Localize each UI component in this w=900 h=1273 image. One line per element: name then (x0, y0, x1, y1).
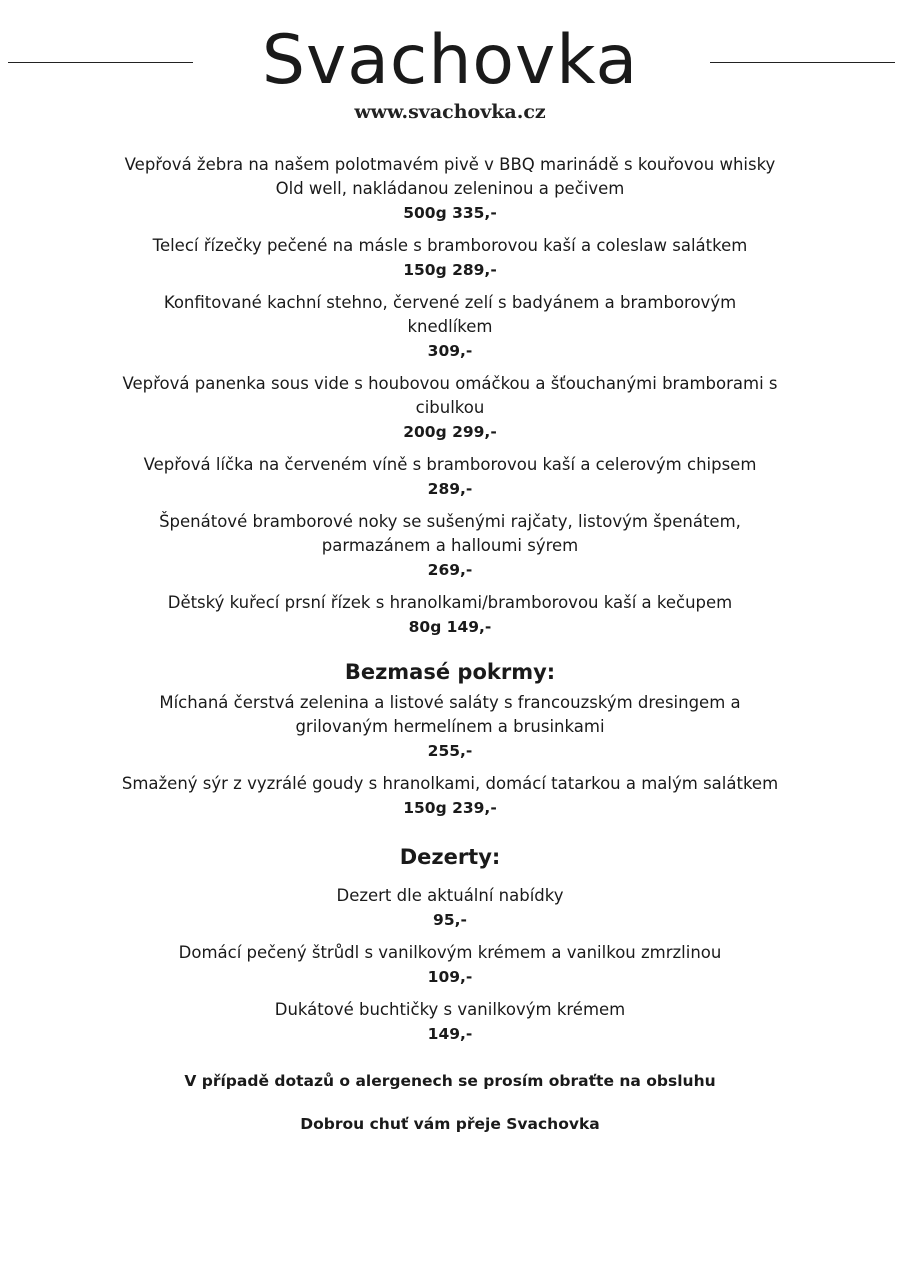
menu-content (0, 153, 900, 1135)
item-description: Vepřová panenka sous vide s houbovou omáčkou a šťouchanými bramborami s cibulkou (122, 374, 778, 417)
item-description: Vepřová líčka na červeném víně s bramborovou kaší a celerovým chipsem (143, 455, 757, 474)
menu-item (0, 591, 900, 639)
item-price: 80g 149,- (408, 618, 492, 636)
section-title-meatless: Bezmasé pokrmy: (344, 660, 556, 684)
item-description: Dezert dle aktuální nabídky (336, 886, 564, 905)
item-description: Dukátové buchtičky s vanilkovým krémem (274, 1000, 626, 1019)
item-price: 109,- (427, 968, 473, 986)
item-description: Smažený sýr z vyzrálé goudy s hranolkami, domácí tatarkou a malým salátkem (121, 774, 779, 793)
menu-item (0, 291, 900, 363)
allergen-note: V případě dotazů o alergenech se prosím obraťte na obsluhu (184, 1072, 716, 1090)
menu-item (0, 234, 900, 282)
item-description: Špenátové bramborové noky se sušenými rajčaty, listovým špenátem, parmazánem a halloumi sýrem (159, 512, 741, 555)
menu-item (0, 772, 900, 820)
item-price: 149,- (427, 1025, 473, 1043)
item-description: Vepřová žebra na našem polotmavém pivě v BBQ marinádě s kouřovou whisky Old well, nakládanou zeleninou a pečivem (124, 155, 776, 198)
item-price: 500g 335,- (403, 204, 497, 222)
menu-item (0, 884, 900, 932)
item-price: 95,- (433, 911, 467, 929)
item-price: 200g 299,- (403, 423, 497, 441)
item-description: Telecí řízečky pečené na másle s bramborovou kaší a coleslaw salátkem (152, 236, 748, 255)
item-description: Domácí pečený štrůdl s vanilkovým krémem a vanilkou zmrzlinou (178, 943, 722, 962)
item-price: 255,- (427, 742, 473, 760)
item-description: Míchaná čerstvá zelenina a listové saláty s francouzským dresingem a grilovaným hermelínem a brusinkami (159, 693, 741, 736)
menu-item (0, 998, 900, 1046)
item-price: 150g 289,- (403, 261, 497, 279)
item-price: 150g 239,- (403, 799, 497, 817)
section-title-desserts: Dezerty: (399, 845, 501, 869)
closing-greeting: Dobrou chuť vám přeje Svachovka (300, 1115, 600, 1133)
menu-item (0, 372, 900, 444)
menu-item (0, 153, 900, 225)
item-price: 269,- (427, 561, 473, 579)
menu-item (0, 691, 900, 763)
menu-header (0, 18, 900, 128)
menu-item (0, 453, 900, 501)
item-description: Konfitované kachní stehno, červené zelí s badyánem a bramborovým knedlíkem (163, 293, 737, 336)
website-url: www.svachovka.cz (354, 101, 546, 123)
menu-item (0, 510, 900, 582)
item-description: Dětský kuřecí prsní řízek s hranolkami/bramborovou kaší a kečupem (167, 593, 733, 612)
menu-item (0, 941, 900, 989)
item-price: 309,- (427, 342, 473, 360)
item-price: 289,- (427, 480, 473, 498)
restaurant-name: Svachovka (261, 21, 639, 100)
